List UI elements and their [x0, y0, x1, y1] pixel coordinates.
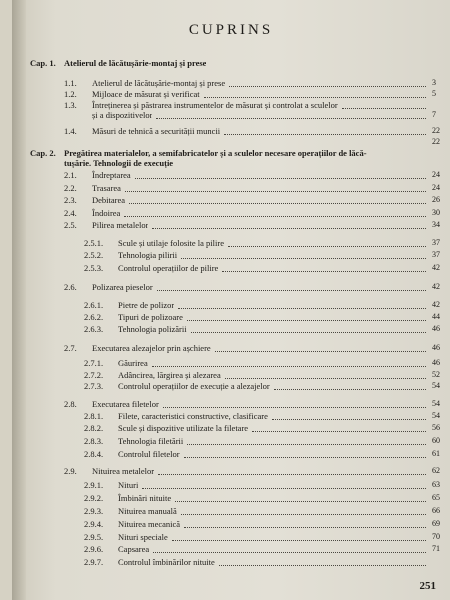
toc-entry-title: Controlul operațiilor de pilire	[118, 263, 219, 273]
toc-entry	[12, 282, 450, 292]
toc-entry-number: 2.2.	[64, 183, 77, 193]
toc-entry	[12, 381, 450, 391]
dot-leader	[152, 227, 426, 229]
toc-entry-title: Tehnologia filetării	[118, 436, 184, 446]
toc-entry-title: Îndoirea	[92, 208, 121, 218]
toc-entry-number: 2.8.2.	[84, 423, 104, 433]
dot-leader	[215, 350, 426, 352]
toc-entry-title: Tehnologia polizării	[118, 324, 187, 334]
dot-leader	[224, 133, 426, 135]
toc-entry	[12, 170, 450, 180]
toc-entry	[12, 411, 450, 421]
toc-entry-title: Nituirea mecanică	[118, 519, 181, 529]
toc-entry-page: 42	[432, 282, 440, 291]
toc-entry-page: 70	[432, 532, 440, 541]
toc-entry-number: Cap. 2.	[30, 148, 56, 158]
dot-leader	[274, 388, 426, 390]
toc-entry-title: Atelierul de lăcătușărie-montaj și prese	[64, 58, 207, 68]
toc-entry-number: Cap. 1.	[30, 58, 56, 68]
toc-entry	[12, 126, 450, 136]
toc-entry-title: Nituirea manuală	[118, 506, 177, 516]
toc-entry-number: 2.4.	[64, 208, 77, 218]
toc-entry-title: Tipuri de polizoare	[118, 312, 183, 322]
dot-leader	[222, 270, 426, 272]
toc-entry	[12, 78, 450, 88]
toc-entry	[12, 493, 450, 503]
dot-leader	[228, 245, 426, 247]
dot-leader	[178, 307, 426, 309]
toc-entry-title: Controlul filetelor	[118, 449, 180, 459]
toc-entry-page: 54	[432, 381, 440, 390]
toc-entry	[12, 58, 450, 68]
toc-entry-page: 30	[432, 208, 440, 217]
dot-leader	[125, 190, 426, 192]
toc-entry-title: Polizarea pieselor	[92, 282, 153, 292]
dot-leader	[153, 551, 426, 553]
toc-entry-title: Găurirea	[118, 358, 148, 368]
toc-entry	[12, 148, 450, 158]
toc-entry-title: Controlul îmbinărilor nituite	[118, 557, 215, 567]
toc-entry-number: 2.9.7.	[84, 557, 104, 567]
toc-entry	[12, 466, 450, 476]
toc-entry-number: 2.7.2.	[84, 370, 104, 380]
toc-entry-page: 42	[432, 300, 440, 309]
toc-entry-title: Pietre de polizor	[118, 300, 175, 310]
toc-entry-number: 2.3.	[64, 195, 77, 205]
toc-entry-number: 2.7.	[64, 343, 77, 353]
toc-entry	[12, 423, 450, 433]
toc-entry-title: Nituirea metalelor	[92, 466, 155, 476]
toc-entry-title: și a dispozitivelor	[92, 110, 153, 120]
toc-entry-page: 52	[432, 370, 440, 379]
toc-entry-page: 37	[432, 238, 440, 247]
dot-leader	[156, 117, 426, 119]
dot-leader	[219, 564, 426, 566]
toc-entry-page: 24	[432, 170, 440, 179]
toc-entry	[12, 220, 450, 230]
toc-entry-page: 7	[432, 110, 436, 119]
toc-entry	[12, 370, 450, 380]
toc-entry-page: 46	[432, 343, 440, 352]
dot-leader	[252, 430, 426, 432]
dot-leader	[187, 443, 426, 445]
toc-entry-number: 2.6.	[64, 282, 77, 292]
dot-leader	[272, 418, 426, 420]
toc-entry-number: 2.8.	[64, 399, 77, 409]
toc-entry-page: 26	[432, 195, 440, 204]
toc-entry-number: 2.9.5.	[84, 532, 104, 542]
toc-entry-page: 5	[432, 89, 436, 98]
dot-leader	[157, 289, 426, 291]
toc-entry	[12, 324, 450, 334]
toc-entry	[12, 238, 450, 248]
toc-entry	[12, 557, 450, 567]
toc-entry-title: Nituri	[118, 480, 139, 490]
toc-entry-title: Controlul operațiilor de execuție a alezajelor	[118, 381, 270, 391]
toc-entry-number: 2.9.4.	[84, 519, 104, 529]
toc-entry-title: Scule și utilaje folosite la pilire	[118, 238, 224, 248]
toc-entry-page: 71	[432, 544, 440, 553]
toc-entry-title: Executarea filetelor	[92, 399, 159, 409]
page-title: CUPRINS	[188, 22, 274, 38]
toc-entry-number: 2.6.1.	[84, 300, 104, 310]
toc-entry-page: 56	[432, 423, 440, 432]
toc-entry	[12, 158, 450, 168]
toc-entry	[12, 208, 450, 218]
toc-entry-title: Tehnologia pilirii	[118, 250, 178, 260]
toc-entry-number: 2.8.1.	[84, 411, 104, 421]
dot-leader	[184, 526, 426, 528]
toc-entry	[12, 312, 450, 322]
toc-entry-number: 2.7.3.	[84, 381, 104, 391]
toc-entry-number: 2.6.3.	[84, 324, 104, 334]
toc-entry	[12, 300, 450, 310]
toc-entry-title: Adâncirea, lărgirea și alezarea	[118, 370, 221, 380]
toc-entry-page: 54	[432, 411, 440, 420]
dot-leader	[191, 331, 426, 333]
dot-leader	[129, 202, 426, 204]
toc-entry-title: Măsuri de tehnică a securității muncii	[92, 126, 221, 136]
toc-entry-number: 2.9.3.	[84, 506, 104, 516]
toc-entry-page: 22	[432, 126, 440, 135]
dot-leader	[225, 377, 426, 379]
toc-entry	[12, 519, 450, 529]
dot-leader	[184, 456, 426, 458]
toc-entry-page: 69	[432, 519, 440, 528]
toc-entry-number: 1.2.	[64, 89, 77, 99]
toc-entry-number: 1.1.	[64, 78, 77, 88]
toc-entry	[12, 480, 450, 490]
toc-entry	[12, 449, 450, 459]
toc-entry-title: Pregătirea materialelor, a semifabricatelor și a sculelor necesare operațiilor de lăcă-	[64, 148, 367, 158]
toc-entry	[12, 532, 450, 542]
toc-entry	[12, 506, 450, 516]
toc-entry-page: 44	[432, 312, 440, 321]
toc-entry-number: 2.8.3.	[84, 436, 104, 446]
toc-entry-page: 34	[432, 220, 440, 229]
toc-entry-title: Capsarea	[118, 544, 150, 554]
toc-entry	[12, 343, 450, 353]
toc-entry-number: 2.1.	[64, 170, 77, 180]
toc-entry-title: Îmbinări nituite	[118, 493, 172, 503]
toc-entry	[12, 100, 450, 110]
toc-entry-number: 2.5.1.	[84, 238, 104, 248]
toc-entry-number: 2.7.1.	[84, 358, 104, 368]
toc-entry-title: Întreținerea și păstrarea instrumentelor de măsurat și controlat a sculelor	[92, 100, 338, 110]
toc-entry	[12, 399, 450, 409]
toc-entry	[12, 89, 450, 99]
toc-entry	[12, 436, 450, 446]
toc-entry-title: Atelierul de lăcătușărie-montaj și prese	[92, 78, 226, 88]
toc-entry	[12, 195, 450, 205]
toc-entry-number: 2.9.6.	[84, 544, 104, 554]
toc-entry-page: 60	[432, 436, 440, 445]
dot-leader	[124, 215, 426, 217]
dot-leader	[135, 177, 426, 179]
toc-entry-page: 61	[432, 449, 440, 458]
toc-entry-page: 22	[432, 137, 440, 146]
toc-entry-page: 24	[432, 183, 440, 192]
dot-leader	[172, 539, 426, 541]
toc-entry-number: 2.9.	[64, 466, 77, 476]
table-of-contents	[12, 0, 450, 600]
dot-leader	[181, 513, 426, 515]
toc-entry-page: 37	[432, 250, 440, 259]
toc-entry	[12, 137, 450, 147]
toc-entry-title: Trasarea	[92, 183, 121, 193]
toc-entry-page: 63	[432, 480, 440, 489]
toc-entry-number: 2.5.3.	[84, 263, 104, 273]
toc-entry	[12, 358, 450, 368]
toc-entry-number: 2.5.	[64, 220, 77, 230]
toc-entry-page: 66	[432, 506, 440, 515]
toc-entry-title: Executarea alezajelor prin așchiere	[92, 343, 211, 353]
toc-entry	[12, 250, 450, 260]
toc-entry-page: 54	[432, 399, 440, 408]
toc-entry	[12, 183, 450, 193]
toc-entry-page: 46	[432, 324, 440, 333]
toc-entry-title: Debitarea	[92, 195, 126, 205]
dot-leader	[187, 319, 426, 321]
toc-entry-page: 3	[432, 78, 436, 87]
toc-entry-number: 2.9.2.	[84, 493, 104, 503]
toc-entry-title: Îndreptarea	[92, 170, 131, 180]
page-number: 251	[419, 580, 436, 592]
toc-entry-page: 42	[432, 263, 440, 272]
dot-leader	[175, 500, 426, 502]
dot-leader	[163, 406, 426, 408]
toc-entry-number: 1.3.	[64, 100, 77, 110]
dot-leader	[229, 85, 426, 87]
toc-entry	[12, 263, 450, 273]
toc-entry	[12, 544, 450, 554]
dot-leader	[152, 365, 426, 367]
dot-leader	[158, 473, 426, 475]
toc-entry	[12, 110, 450, 120]
dot-leader	[142, 487, 426, 489]
toc-entry-number: 2.5.2.	[84, 250, 104, 260]
dot-leader	[342, 107, 426, 109]
toc-entry-title: Scule și dispozitive utilizate la filetare	[118, 423, 249, 433]
toc-entry-number: 2.8.4.	[84, 449, 104, 459]
dot-leader	[204, 96, 426, 98]
toc-entry-title: Nituri speciale	[118, 532, 168, 542]
book-page	[12, 0, 450, 600]
toc-entry-number: 2.6.2.	[84, 312, 104, 322]
toc-entry-title: Mijloace de măsurat și verificat	[92, 89, 200, 99]
toc-entry-number: 1.4.	[64, 126, 77, 136]
toc-entry-title: tușărie. Tehnologii de execuție	[64, 158, 174, 168]
toc-entry-page: 62	[432, 466, 440, 475]
dot-leader	[181, 257, 426, 259]
toc-entry-title: Pilirea metalelor	[92, 220, 149, 230]
toc-entry-number: 2.9.1.	[84, 480, 104, 490]
toc-entry-title: Filete, caracteristici constructive, clasificare	[118, 411, 268, 421]
toc-entry-page: 46	[432, 358, 440, 367]
toc-entry-page: 65	[432, 493, 440, 502]
